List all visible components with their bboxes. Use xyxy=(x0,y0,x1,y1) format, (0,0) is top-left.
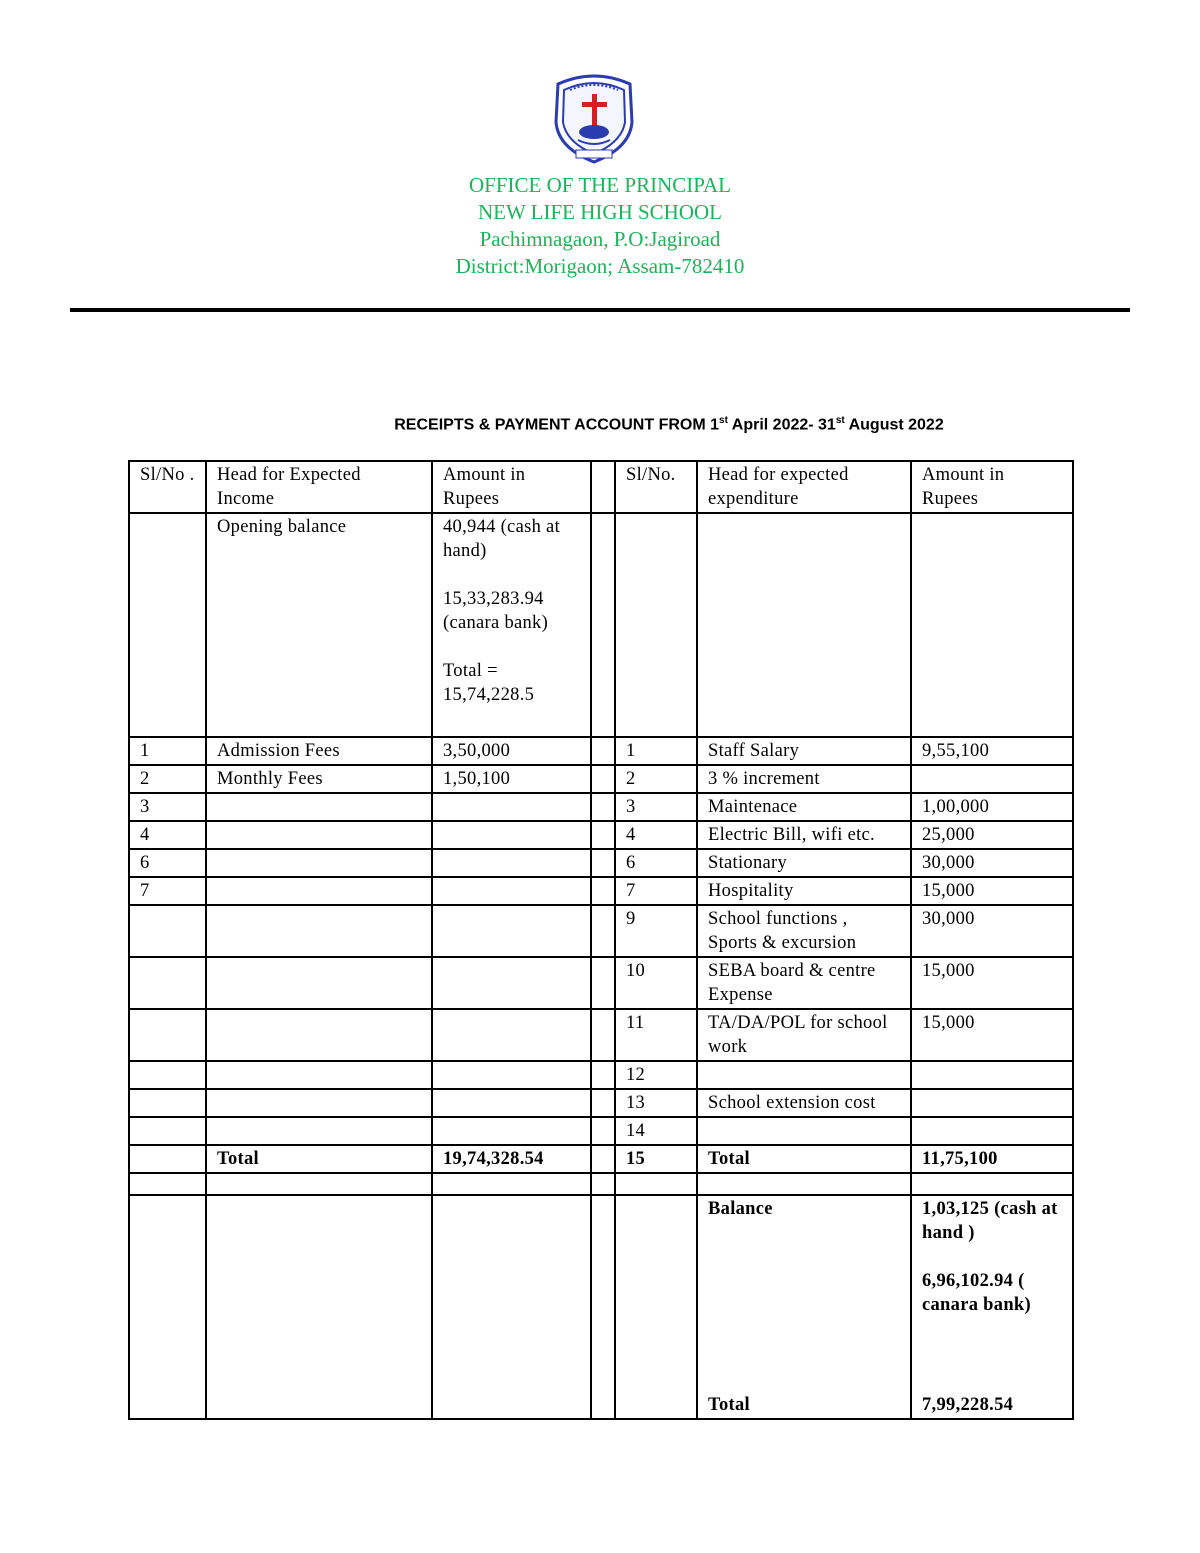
sl-number: 1 xyxy=(129,737,206,765)
income-amount: 3,50,000 xyxy=(432,737,591,765)
opening-cash: 40,944 (cash at hand) xyxy=(443,517,561,561)
balance-label-cell xyxy=(697,1195,911,1419)
sl-number: 1 xyxy=(615,737,697,765)
table-row xyxy=(129,849,1073,877)
office-line: OFFICE OF THE PRINCIPAL xyxy=(469,173,731,197)
district-line: District:Morigaon; Assam-782410 xyxy=(455,254,745,278)
expenditure-amount xyxy=(911,1117,1073,1145)
sl-number: 9 xyxy=(615,905,697,957)
table-row xyxy=(129,737,1073,765)
column-gap xyxy=(591,1061,615,1089)
table-row xyxy=(129,957,1073,1009)
sl-number: 11 xyxy=(615,1009,697,1061)
total-label: Total xyxy=(206,1145,432,1173)
table-row xyxy=(129,1061,1073,1089)
income-amount xyxy=(432,793,591,821)
income-head xyxy=(206,821,432,849)
table-row xyxy=(129,1117,1073,1145)
expenditure-amount: 30,000 xyxy=(911,905,1073,957)
sl-number xyxy=(129,905,206,957)
income-amount xyxy=(432,821,591,849)
expenditure-head: Staff Salary xyxy=(697,737,911,765)
address-line: Pachimnagaon, P.O:Jagiroad xyxy=(479,227,721,251)
expenditure-head: School functions , Sports & excursion xyxy=(697,905,911,957)
sl-number xyxy=(129,1117,206,1145)
expenditure-amount: 9,55,100 xyxy=(911,737,1073,765)
sl-number: 12 xyxy=(615,1061,697,1089)
balance-cash: 1,03,125 (cash at hand ) xyxy=(922,1199,1058,1243)
sl-number: 3 xyxy=(129,793,206,821)
expenditure-head: TA/DA/POL for school work xyxy=(697,1009,911,1061)
column-gap xyxy=(591,461,615,513)
opening-balance-row xyxy=(129,513,1073,737)
totals-row xyxy=(129,1145,1073,1173)
table-row xyxy=(129,1089,1073,1117)
column-gap xyxy=(591,821,615,849)
letterhead xyxy=(0,172,1200,280)
income-amount xyxy=(432,957,591,1009)
balance-row xyxy=(129,1195,1073,1419)
col-header-amount: Amount in Rupees xyxy=(911,461,1073,513)
income-head xyxy=(206,1009,432,1061)
balance-label: Balance xyxy=(708,1199,773,1219)
income-head xyxy=(206,905,432,957)
income-amount xyxy=(432,905,591,957)
expenditure-amount xyxy=(911,1089,1073,1117)
table-row xyxy=(129,877,1073,905)
balance-bank: 6,96,102.94 ( canara bank) xyxy=(922,1271,1031,1315)
column-gap xyxy=(591,737,615,765)
col-header-expenditure: Head for expected expenditure xyxy=(697,461,911,513)
account-table xyxy=(128,460,1074,1420)
income-head: Admission Fees xyxy=(206,737,432,765)
expenditure-amount: 15,000 xyxy=(911,957,1073,1009)
table-row xyxy=(129,821,1073,849)
sl-number xyxy=(129,1089,206,1117)
sl-number: 13 xyxy=(615,1089,697,1117)
income-amount xyxy=(432,1117,591,1145)
income-amount xyxy=(432,849,591,877)
column-gap xyxy=(591,905,615,957)
expenditure-amount: 25,000 xyxy=(911,821,1073,849)
document-title: RECEIPTS & PAYMENT ACCOUNT FROM 1st April 2022- 31st August 2022 xyxy=(394,415,944,434)
sl-number: 6 xyxy=(615,849,697,877)
school-crest-logo xyxy=(552,70,636,164)
sl-number xyxy=(129,957,206,1009)
sl-number: 6 xyxy=(129,849,206,877)
balance-amount-cell xyxy=(911,1195,1073,1419)
expenditure-amount xyxy=(911,765,1073,793)
expenditure-head: Hospitality xyxy=(697,877,911,905)
col-header-sl: Sl/No . xyxy=(129,461,206,513)
school-name: NEW LIFE HIGH SCHOOL xyxy=(477,200,722,224)
column-gap xyxy=(591,1009,615,1061)
header-divider xyxy=(70,308,1130,312)
expenditure-head xyxy=(697,1117,911,1145)
sl-number xyxy=(129,1061,206,1089)
column-gap xyxy=(591,793,615,821)
expenditure-head: 3 % increment xyxy=(697,765,911,793)
income-head xyxy=(206,1117,432,1145)
column-gap xyxy=(591,957,615,1009)
total-income: 19,74,328.54 xyxy=(432,1145,591,1173)
column-gap xyxy=(591,849,615,877)
income-head: Monthly Fees xyxy=(206,765,432,793)
income-head xyxy=(206,1061,432,1089)
income-amount: 1,50,100 xyxy=(432,765,591,793)
column-gap xyxy=(591,1089,615,1117)
income-amount xyxy=(432,1089,591,1117)
opening-total: Total = 15,74,228.5 xyxy=(443,661,535,705)
income-amount xyxy=(432,877,591,905)
sl-number: 7 xyxy=(615,877,697,905)
opening-balance-label: Opening balance xyxy=(206,513,432,737)
balance-total: 7,99,228.54 xyxy=(922,1395,1014,1415)
table-row xyxy=(129,1009,1073,1061)
expenditure-head xyxy=(697,1061,911,1089)
sl-number: 2 xyxy=(129,765,206,793)
total-expenditure: 11,75,100 xyxy=(911,1145,1073,1173)
expenditure-head: Maintenace xyxy=(697,793,911,821)
expenditure-amount: 1,00,000 xyxy=(911,793,1073,821)
income-head xyxy=(206,1089,432,1117)
sl-number: 7 xyxy=(129,877,206,905)
column-gap xyxy=(591,877,615,905)
table-header-row xyxy=(129,461,1073,513)
income-amount xyxy=(432,1009,591,1061)
col-header-amount: Amount in Rupees xyxy=(432,461,591,513)
income-head xyxy=(206,877,432,905)
expenditure-head: School extension cost xyxy=(697,1089,911,1117)
total-sl: 15 xyxy=(615,1145,697,1173)
total-label: Total xyxy=(697,1145,911,1173)
income-head xyxy=(206,793,432,821)
expenditure-head: SEBA board & centre Expense xyxy=(697,957,911,1009)
sl-number: 2 xyxy=(615,765,697,793)
sl-number: 4 xyxy=(129,821,206,849)
income-head xyxy=(206,849,432,877)
sl-number: 4 xyxy=(615,821,697,849)
income-head xyxy=(206,957,432,1009)
expenditure-amount: 15,000 xyxy=(911,877,1073,905)
income-amount xyxy=(432,1061,591,1089)
sl-number: 14 xyxy=(615,1117,697,1145)
spacer-row xyxy=(129,1173,1073,1195)
expenditure-amount: 30,000 xyxy=(911,849,1073,877)
sl-number: 3 xyxy=(615,793,697,821)
expenditure-amount xyxy=(911,1061,1073,1089)
col-header-income: Head for Expected Income xyxy=(206,461,432,513)
col-header-sl: Sl/No. xyxy=(615,461,697,513)
expenditure-head: Stationary xyxy=(697,849,911,877)
opening-bank: 15,33,283.94 (canara bank) xyxy=(443,589,549,633)
table-row xyxy=(129,905,1073,957)
sl-number xyxy=(129,1009,206,1061)
balance-total-label: Total xyxy=(708,1395,750,1415)
expenditure-amount: 15,000 xyxy=(911,1009,1073,1061)
opening-balance-amounts xyxy=(432,513,591,737)
expenditure-head: Electric Bill, wifi etc. xyxy=(697,821,911,849)
table-row xyxy=(129,793,1073,821)
table-row xyxy=(129,765,1073,793)
column-gap xyxy=(591,1117,615,1145)
column-gap xyxy=(591,765,615,793)
sl-number: 10 xyxy=(615,957,697,1009)
